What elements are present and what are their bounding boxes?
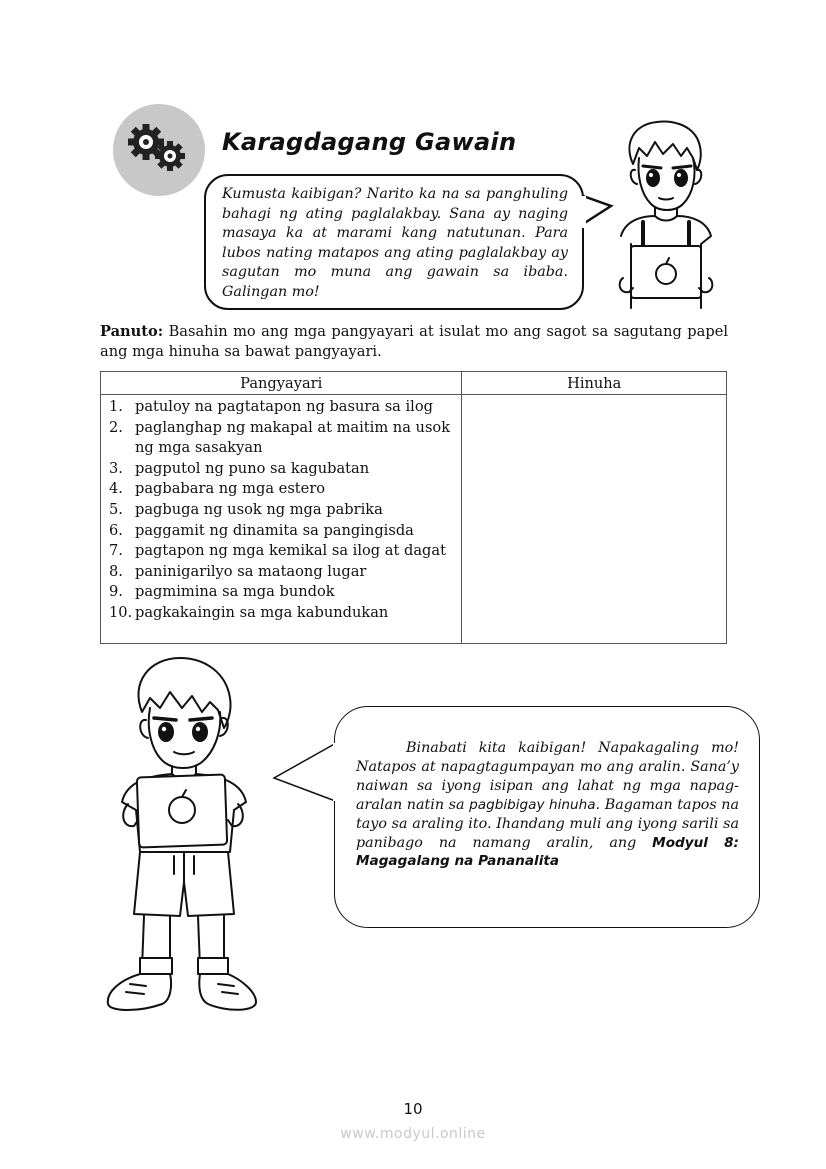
- hinuha-answer-cell[interactable]: [462, 395, 727, 644]
- list-item: 5. pagbuga ng usok ng mga pabrika: [109, 500, 383, 518]
- list-item: 2. paglanghap ng makapal at maitim na usok ng mga sasakyan: [109, 418, 451, 457]
- next-module-title: Modyul 8: Magagalang na Pananalita: [356, 834, 739, 870]
- watermark: www.modyul.online: [340, 1126, 486, 1142]
- speech-bubble-bottom-text: [356, 739, 739, 871]
- instructions-label: Panuto:: [100, 323, 164, 340]
- list-item: 9. pagmimina sa mga bundok: [109, 583, 335, 601]
- list-item: 1. patuloy na pagtatapon ng basura sa ilog: [109, 398, 433, 415]
- closing-text-1: Binabati kita kaibigan! Napakagaling mo! Natapos at napagtagumpayan mo ang aralin. Sana’y naiwan sa iyong isipan ang lahat ng mga napag-aralan natin sa: [356, 740, 739, 813]
- page-number: 10: [403, 1100, 423, 1118]
- list-item: 6. paggamit ng dinamita sa pangingisda: [109, 521, 414, 539]
- events-cell: [101, 395, 462, 644]
- instructions: [100, 322, 728, 362]
- small-gear-icon: [155, 141, 185, 171]
- bubble-tail-mask: [578, 196, 590, 228]
- gears-icon: [113, 104, 205, 196]
- column-header-pangyayari: Pangyayari: [101, 372, 462, 395]
- speech-bubble-top-text: Kumusta kaibigan? Narito ka na sa panghuling bahagi ng ating paglalakbay. Sana ay naging masaya ka at marami kang natutunan. Para lubos nating matapos ang ating paglalakbay ay sagutan mo muna ang gawain sa ibaba. Galingan mo!: [222, 186, 568, 300]
- events-table: [100, 371, 727, 644]
- closing-emphasis: pagbibigay hinuha: [469, 796, 596, 813]
- boy-holding-tablet-illustration: [605, 112, 725, 310]
- list-item: 10. pagkakaingin sa mga kabundukan: [109, 603, 389, 621]
- bubble-tail-left: [270, 738, 342, 808]
- boy-full-body-illustration: [100, 652, 270, 1018]
- closing-text-2: . Bagaman tapos na tayo sa araling ito. Ihandang muli ang iyong sarili sa panibago na namang aralin, ang: [356, 796, 740, 851]
- events-list: [101, 395, 461, 624]
- table-row: [101, 395, 727, 644]
- instructions-text: Basahin mo ang mga pangyayari at isulat mo ang sagot sa sagutang papel ang mga hinuha sa bawat pangyayari.: [100, 323, 728, 360]
- column-header-hinuha: Hinuha: [462, 372, 727, 395]
- list-item: 7. pagtapon ng mga kemikal sa ilog at dagat: [109, 542, 446, 560]
- list-item: 3. pagputol ng puno sa kagubatan: [109, 459, 370, 477]
- section-title: Karagdagang Gawain: [222, 128, 517, 156]
- list-item: 8. paninigarilyo sa mataong lugar: [109, 562, 367, 580]
- bubble-tail-left-mask: [333, 743, 339, 801]
- table-header-row: [101, 372, 727, 395]
- list-item: 4. pagbabara ng mga estero: [109, 480, 326, 498]
